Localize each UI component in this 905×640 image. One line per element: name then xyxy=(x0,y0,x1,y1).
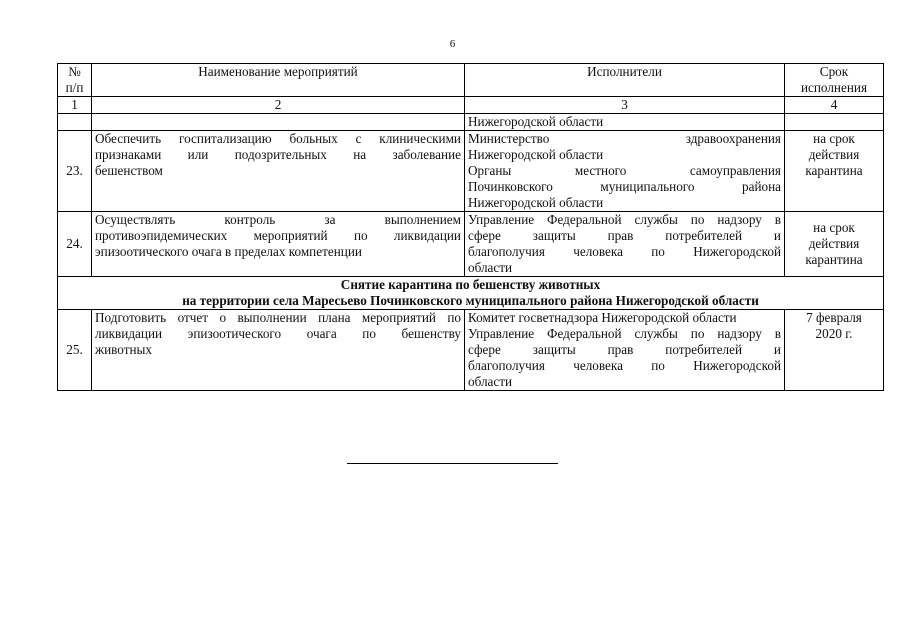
header-num: № п/п xyxy=(58,64,92,97)
measures-table xyxy=(57,63,884,391)
index-cell: 2 xyxy=(92,97,465,114)
measure-name: Обеспечить госпитализацию больных с клиническими признаками или подозрительных на заболевание бешенством xyxy=(92,131,465,212)
row-number: 25. xyxy=(58,310,92,391)
deadline-cell: 7 февраля 2020 г. xyxy=(785,310,884,391)
continuation-row xyxy=(58,114,884,131)
executors-cell: Министерство здравоохранения Нижегородской области Органы местного самоуправления Починковского муниципального района Нижегородской области xyxy=(465,131,785,212)
section-heading-row xyxy=(58,277,884,310)
executors-cell: Управление Федеральной службы по надзору в сфере защиты прав потребителей и благополучия человека по Нижегородской области xyxy=(465,212,785,277)
table-row xyxy=(58,212,884,277)
page-number: 6 xyxy=(449,38,456,50)
table-row xyxy=(58,310,884,391)
executors-cell: Комитет госветнадзора Нижегородской области Управление Федеральной службы по надзору в сфере защиты прав потребителей и благополучия человека по Нижегородской области xyxy=(465,310,785,391)
header-executors: Исполнители xyxy=(465,64,785,97)
column-index-row xyxy=(58,97,884,114)
table-header-row xyxy=(58,64,884,97)
row-number: 23. xyxy=(58,131,92,212)
deadline-cell: на срок действия карантина xyxy=(785,131,884,212)
index-cell: 1 xyxy=(58,97,92,114)
empty-cell xyxy=(58,114,92,131)
table-row xyxy=(58,131,884,212)
empty-cell xyxy=(92,114,465,131)
header-name: Наименование мероприятий xyxy=(92,64,465,97)
row-number: 24. xyxy=(58,212,92,277)
footer-divider xyxy=(347,463,558,464)
empty-cell xyxy=(785,114,884,131)
index-cell: 3 xyxy=(465,97,785,114)
measure-name: Осуществлять контроль за выполнением противоэпидемических мероприятий по ликвидации эпизоотического очага в пределах компетенции xyxy=(92,212,465,277)
measure-name: Подготовить отчет о выполнении плана мероприятий по ликвидации эпизоотического очага по бешенству животных xyxy=(92,310,465,391)
index-cell: 4 xyxy=(785,97,884,114)
header-deadline: Срок исполнения xyxy=(785,64,884,97)
deadline-cell: на срок действия карантина xyxy=(785,212,884,277)
section-heading: Снятие карантина по бешенству животных на территории села Маресьево Починковского муниципального района Нижегородской области xyxy=(58,277,884,310)
executors-cell: Нижегородской области xyxy=(465,114,785,131)
